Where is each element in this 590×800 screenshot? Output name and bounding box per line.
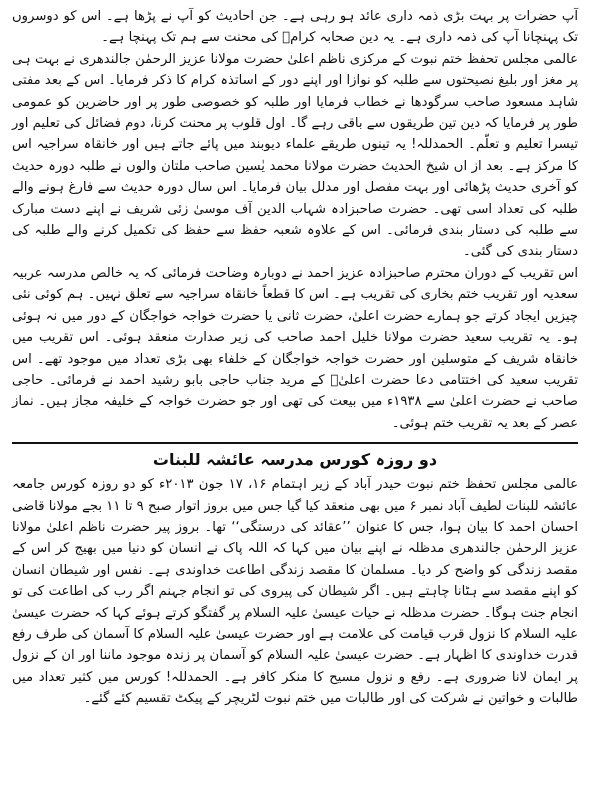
section-divider — [12, 442, 578, 444]
article-convocation — [12, 6, 578, 434]
article-paragraph: اس تقریب کے دوران محترم صاحبزادہ عزیز احمد نے دوبارہ وضاحت فرمائی کہ یہ خالص مدرسہ عربیہ سعدیہ اور تقریب ختم بخاری کی تقریب ہے۔ اس کا قطعاً خانقاہ سراجیہ سے تعلق نہیں۔ ہم کوئی نئی چیزیں ایجاد کرتے جو ہمارے حضرت اعلیٰ، حضرت ثانی یا حضرت خواجہ خواجگان کے دور میں نہ ہوئی ہو۔ یہ تقریب سعید حضرت مولانا خلیل احمد صاحب کی زیر صدارت منعقد ہوئی۔ اس تقریب میں خانقاہ شریف کے متوسلین اور حضرت خواجہ خواجگان کے خلفاء بھی بڑی تعداد میں موجود تھے۔ اس تقریب سعید کی اختتامی دعا حضرت اعلیٰؒ کے مرید جناب حاجی بابو رشید احمد نے فرمائی۔ حاجی صاحب نے حضرت اعلیٰ سے ۱۹۳۸ء میں بیعت کی تھی اور جو حضرت خواجہ کے خلیفہ مجاز ہیں۔ نماز عصر کے بعد یہ تقریب ختم ہوئی۔ — [12, 265, 579, 431]
section-heading: دو روزہ کورس مدرسہ عائشہ للبنات — [152, 450, 438, 470]
article-paragraph: عالمی مجلس تحفظ ختم نبوت کے مرکزی ناظم اعلیٰ حضرت مولانا عزیز الرحمٰن جالندھری نے بہت ہی پر مغز اور بلیغ نصیحتوں سے طلبہ کو نوازا اور اپنے دور کے اساتذہ کرام کا ذکر فرمایا۔ اس کے بعد مفتی شاہد مسعود صاحب سرگودھا نے خطاب فرمایا اور طلبہ کو خصوصی طور پر اور حاضرین کو عمومی طور پر فرمایا کہ دین تین طریقوں سے باقی رہے گا۔ اول قلوب پر محنت کرنا، دوم فضائل کی تعلیم اور تیسرا تعلیم و تعلّم۔ الحمدللہ! یہ تینوں طریقے علماء دیوبند میں پائے جاتے ہیں اور خانقاہ سراجیہ اس کا مرکز ہے۔ بعد از اں شیخ الحدیث حضرت مولانا محمد یٰسین صاحب ملتان والوں نے طلبہ دورہ حدیث کو آخری حدیث پڑھائی اور بہت مفصل اور مدلل بیان فرمایا۔ اس سال دورہ حدیث سے فارغ ہونے والے طلبہ کی تعداد اسی تھی۔ حضرت صاحبزادہ شہاب الدین آف موسیٰ زئی شریف نے اپنے دست مبارک سے طلبہ کی دستار بندی فرمائی۔ اس کے علاوہ شعبہ حفظ سے حفظ کی تکمیل کرنے والے طلبہ کی دستار بندی کی گئی۔ — [12, 51, 578, 260]
article-paragraph: آپ حضرات پر بہت بڑی ذمہ داری عائد ہو رہی ہے۔ جن احادیث کو آپ نے پڑھا ہے۔ اس کو دوسروں تک پہنچانا آپ کی ذمہ داری ہے۔ یہ دین صحابہ کرامؓ کی محنت سے ہم تک پہنچا ہے۔ — [12, 9, 578, 46]
article-course — [12, 449, 578, 709]
article-paragraph: عالمی مجلس تحفظ ختم نبوت حیدر آباد کے زیر اہتمام ۱۶، ۱۷ جون ۲۰۱۳ء کو دو روزہ کورس جامعہ عائشہ للبنات لطیف آباد نمبر ۶ میں بھی منعقد کیا گیا جس میں بروز اتوار صبح ۹ تا ۱۱ بجے مولانا قاضی احسان احمد کا بیان ہوا، جس کا عنوان ’’عقائد کی درستگی‘‘ تھا۔ بروز پیر حضرت ناظم اعلیٰ مولانا عزیز الرحمٰن جالندھری مدظلہ نے اپنے بیان میں کہا کہ اللہ پاک نے انسان کو دنیا میں بھیج کر اس کے مقصد زندگی کو واضح کر دیا۔ مسلمان کا مقصد زندگی اطاعت خداوندی ہے۔ نفس اور شیطان انسان کو اپنے مقصد سے ہٹانا چاہتے ہیں۔ اگر شیطان کی پیروی کی تو انجام جہنم اگر رب کی اطاعت کی تو انجام جنت ہوگا۔ حضرت مدظلہ نے حیات عیسیٰ علیہ السلام پر گفتگو کرتے ہوئے کہا کہ حضرت عیسیٰ علیہ السلام کا نزول قرب قیامت کی علامت ہے اور حضرت عیسیٰ علیہ السلام کا آسمان کی طرف رفع قدرت خداوندی کا اظہار ہے۔ حضرت عیسیٰ علیہ السلام کو آسمان پر زندہ موجود ماننا اور ان کے نزول پر ایمان لانا ضروری ہے۔ رفع و نزول مسیح کا منکر کافر ہے۔ الحمدللہ! کورس میں کثیر تعداد میں طالبات و خواتین نے شرکت کی اور طالبات میں ختم نبوت لٹریچر کے پیکٹ تقسیم کئے گئے۔ — [12, 477, 578, 707]
